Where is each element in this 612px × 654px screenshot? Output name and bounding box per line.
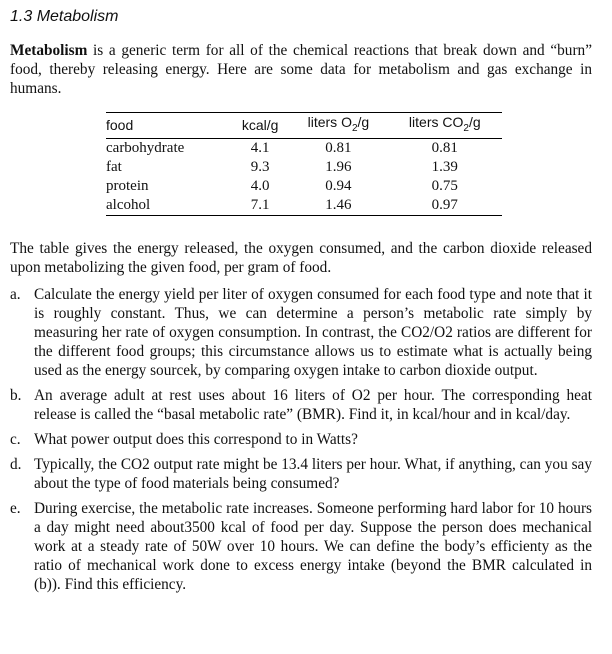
question-item: [10, 499, 592, 594]
table-row: [106, 138, 502, 158]
question-label: b.: [10, 387, 22, 404]
intro-paragraph: [10, 41, 592, 98]
table-cell: alcohol: [106, 196, 151, 213]
question-label: d.: [10, 456, 22, 473]
header-co2: liters $CO_2/g$: [388, 113, 502, 139]
question-label: c.: [10, 431, 21, 448]
table-cell: 9.3: [250, 158, 270, 175]
explanation-paragraph: The table gives the energy released, the oxygen consumed, and the carbon dioxide released upon metabolizing the given food, per gram of food.: [10, 240, 592, 276]
question-text: During exercise, the metabolic rate increases. Someone performing hard labor for 10 hours a day might need about3500 kcal of food per day. Suppose the person does mechanical work at a steady rate of 50W over 10 hours. We can define the body’s efficienty as the ratio of mechanical work done to excess energy intake (beyond the BMR calculated in (b)). Find this efficiency.: [34, 500, 592, 593]
table-cell: 0.81: [325, 139, 352, 156]
question-item: [10, 386, 592, 424]
intro-text: is a generic term for all of the chemical reactions that break down and “burn” food, thereby releasing energy. Here are some data for metabolism and gas exchange in humans.: [10, 42, 592, 97]
question-label: e.: [10, 500, 21, 517]
question-item: [10, 455, 592, 493]
table-cell: 0.94: [325, 177, 352, 194]
table-cell: 7.1: [250, 196, 270, 213]
question-item: [10, 285, 592, 380]
term-bold: Metabolism: [10, 42, 88, 59]
question-text: What power output does this correspond to in Watts?: [34, 431, 358, 448]
section-title: 1.3 Metabolism: [10, 8, 119, 25]
question-list: [10, 285, 592, 600]
table-cell: fat: [106, 158, 122, 175]
header-food: food: [106, 113, 231, 139]
table-cell: 1.46: [325, 196, 352, 213]
table-cell: 0.97: [431, 196, 458, 213]
question-label: a.: [10, 286, 21, 303]
table-cell: 0.81: [431, 139, 458, 156]
question-text: Typically, the CO2 output rate might be 13.4 liters per hour. What, if anything, can you say about the type of food materials being consumed?: [34, 456, 592, 492]
question-text: An average adult at rest uses about 16 liters of O2 per hour. The corresponding heat release is called the “basal metabolic rate” (BMR). Find it, in kcal/hour and in kcal/day.: [34, 387, 592, 423]
table-cell: 0.75: [431, 177, 458, 194]
table-cell: 1.96: [325, 158, 352, 175]
table-cell: protein: [106, 177, 149, 194]
metabolism-table: [106, 112, 502, 216]
table-row: [106, 177, 502, 196]
question-text: Calculate the energy yield per liter of oxygen consumed for each food type and note that it is roughly constant. Thus, we can determine a person’s metabolic rate simply by measuring her rate of oxygen consumption. In contrast, the CO2/O2 ratios are different for the different food groups; this circumstance allows us to estimate what is actually being used as the energy sourcek, by comparing oxygen intake to carbon dioxide output.: [34, 286, 592, 379]
question-item: [10, 430, 592, 449]
table-row: [106, 158, 502, 177]
table-cell: carbohydrate: [106, 139, 185, 156]
table-header-row: [106, 113, 502, 139]
header-o2: liters $O_2/g$: [289, 113, 387, 139]
table-cell: 1.39: [431, 158, 458, 175]
table-row: [106, 196, 502, 216]
header-kcal: kcal/g: [231, 113, 289, 139]
table-cell: 4.0: [250, 177, 270, 194]
table-cell: 4.1: [250, 139, 270, 156]
